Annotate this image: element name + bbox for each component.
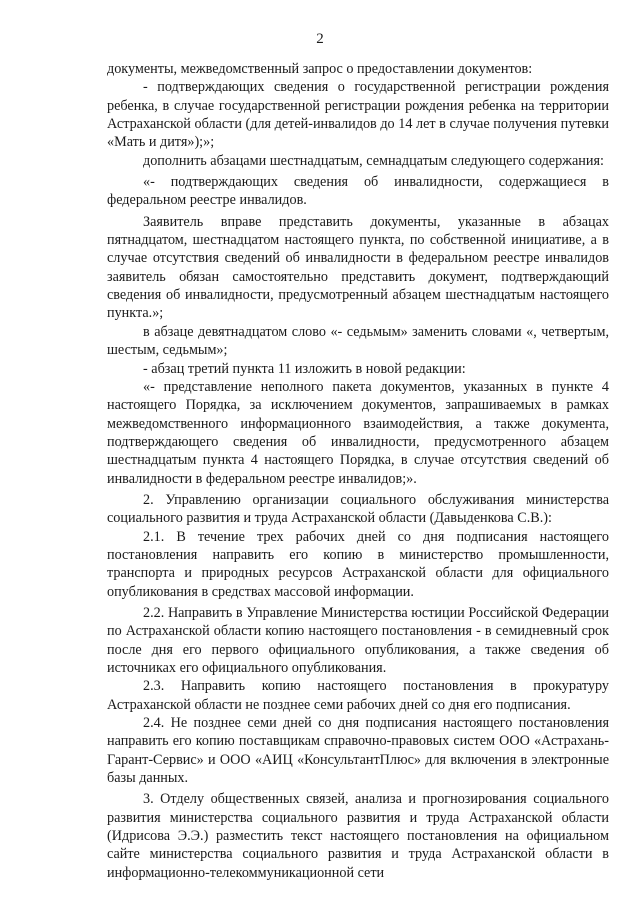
paragraph: дополнить абзацами шестнадцатым, семнадцатым следующего содержания: xyxy=(143,152,604,169)
paragraph: Заявитель вправе представить документы, указанные в абзацах пятнадцатом, шестнадцатом настоящего пункта, по собственной инициативе, а в случае отсутствия сведений об инвалидности в федеральном реестре инвалидов заявитель обязан самостоятельно представить документ, подтверждающий сведения об инвалидности, предусмотренный абзацем шестнадцатым настоящего пункта.»; xyxy=(107,213,609,322)
paragraph: 2.2. Направить в Управление Министерства юстиции Российской Федерации по Астраханской области копию настоящего постановления - в семидневный срок после дня его первого официального опубликования, а также сведения об источниках его официального опубликования. xyxy=(107,604,609,676)
paragraph: «- подтверждающих сведения об инвалидности, содержащиеся в федеральном реестре инвалидов. xyxy=(107,174,609,209)
paragraph: 2. Управлению организации социального обслуживания министерства социального развития и труда Астраханской области (Давыденкова С.В.): xyxy=(107,491,609,527)
page-number: 2 xyxy=(316,31,324,47)
paragraph: «- представление неполного пакета документов, указанных в пункте 4 настоящего Порядка, за исключением документов, запрашиваемых в рамках межведомственного информационного взаимодействия, а также документа, подтверждающего сведения об инвалидности, предусмотренного абзацем шестнадцатым пункта 4 настоящего Порядка, в случае отсутствия сведений об инвалидности в федеральном реестре инвалидов;». xyxy=(107,378,609,487)
paragraph: - абзац третий пункта 11 изложить в новой редакции: xyxy=(143,360,466,377)
document-body xyxy=(107,60,609,882)
paragraph: документы, межведомственный запрос о предоставлении документов: xyxy=(107,61,533,77)
paragraph: в абзаце девятнадцатом слово «- седьмым» заменить словами «, четвертым, шестым, седьмым»; xyxy=(107,323,609,359)
paragraph: 2.4. Не позднее семи дней со дня подписания настоящего постановления направить его копию поставщикам справочно-правовых систем ООО «Астрахань-Гарант-Сервис» и ООО «АИЦ «КонсультантПлюс» для включения в электронные базы данных. xyxy=(107,715,609,787)
paragraph: - подтверждающих сведения о государственной регистрации рождения ребенка, в случае государственной регистрации рождения ребенка на территории Астраханской области (для детей-инвалидов до 14 лет в случае получения путевки «Мать и дитя»);»; xyxy=(107,79,609,151)
paragraph: 3. Отделу общественных связей, анализа и прогнозирования социального развития министерства социального развития и труда Астраханской области (Идрисова Э.Э.) разместить текст настоящего постановления на официальном сайте министерства социального развития и труда Астраханской области в информационно-телекоммуникационной сети xyxy=(107,791,609,881)
paragraph: 2.1. В течение трех рабочих дней со дня подписания настоящего постановления направить его копию в министерство промышленности, транспорта и природных ресурсов Астраханской области для официального опубликования в средствах массовой информации. xyxy=(107,528,609,600)
paragraph: 2.3. Направить копию настоящего постановления в прокуратуру Астраханской области не позднее семи рабочих дней со дня его подписания. xyxy=(107,678,609,713)
